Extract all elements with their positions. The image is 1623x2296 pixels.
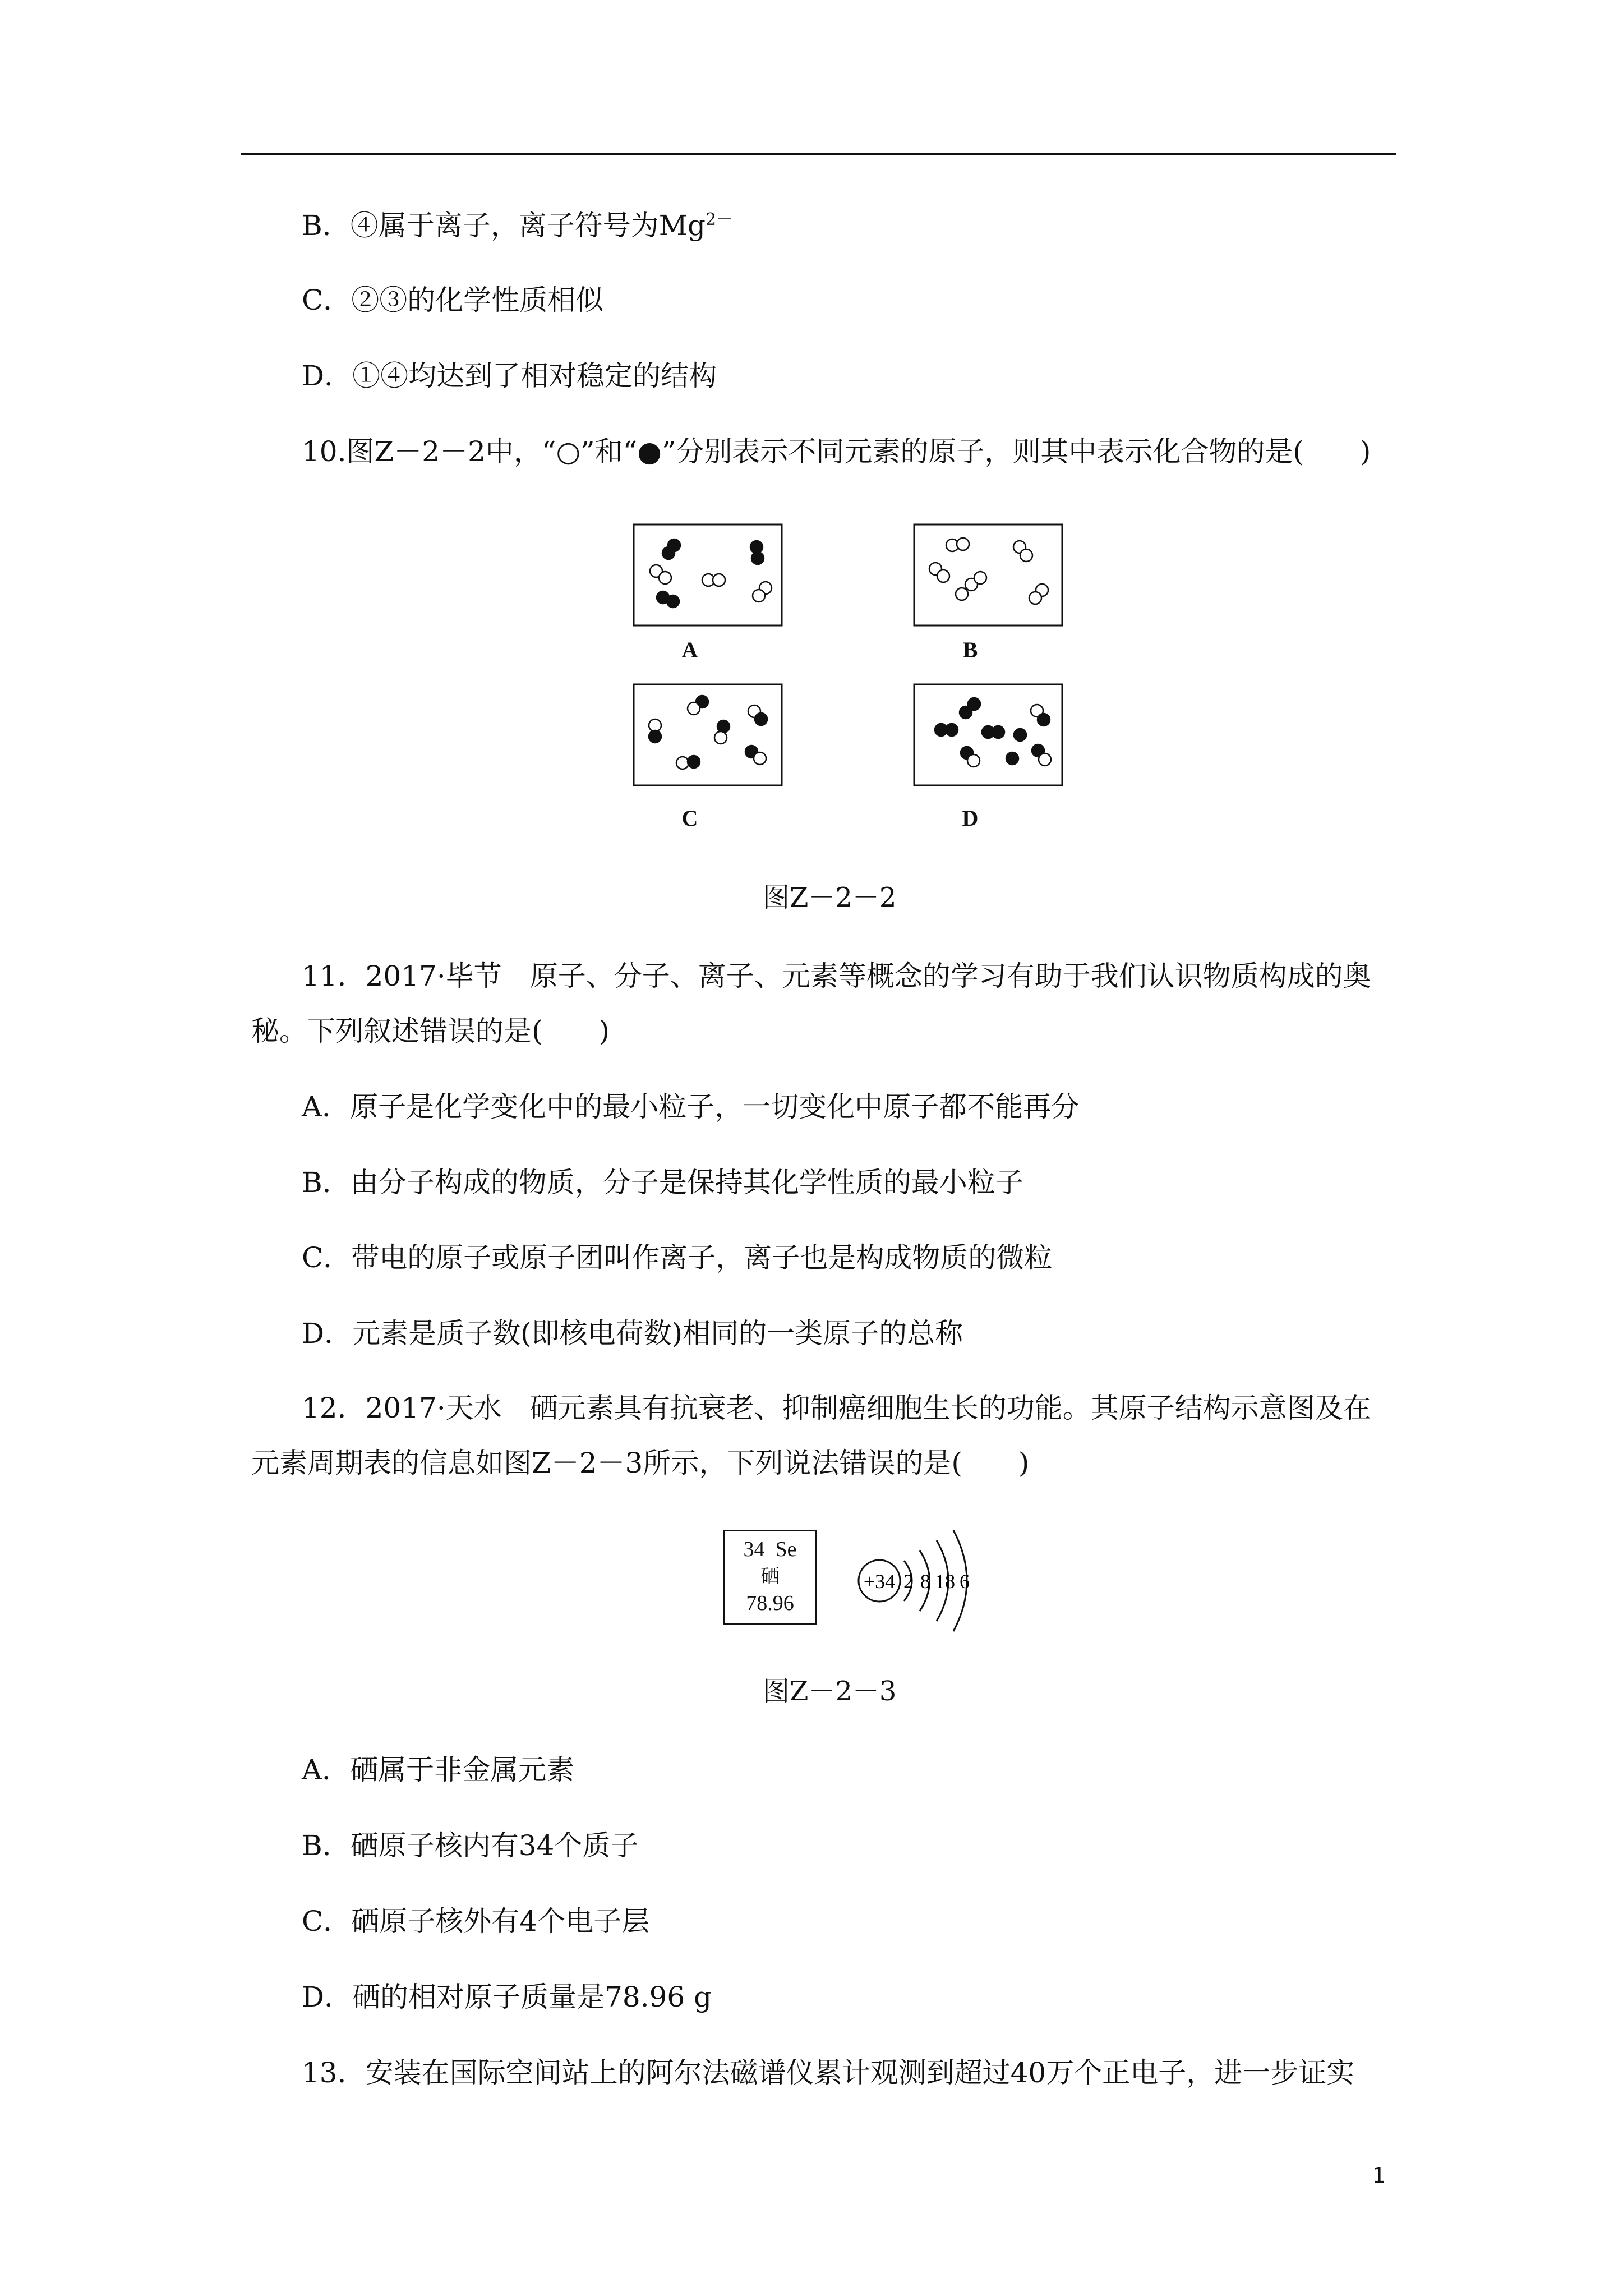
q11-option-c: C．带电的原子或原子团叫作离子，离子也是构成物质的微粒 [302, 1241, 1053, 1274]
shell-1-count: 2 [903, 1570, 914, 1593]
shell-3-count: 18 [935, 1570, 955, 1593]
q11-stem-line1: 11．2017·毕节 原子、分子、离子、元素等概念的学习有助于我们认识物质构成的奥 [302, 960, 1371, 992]
q9-option-d: D．①④均达到了相对稳定的结构 [302, 360, 717, 392]
q11-stem-line2: 秘。下列叙述错误的是( ) [251, 1015, 610, 1047]
q9-option-b: B．④属于离子，离子符号为$Mg^{2-}$ [302, 209, 734, 242]
q12-option-c: C．硒原子核外有4个电子层 [302, 1905, 650, 1938]
element-name: 硒 [760, 1565, 780, 1588]
shell-2-count: 8 [920, 1570, 930, 1593]
selenium-element-card [723, 1530, 817, 1625]
box-d-label: D [962, 806, 979, 831]
q12-stem-line2: 元素周期表的信息如图Z－2－3所示，下列说法错误的是( ) [251, 1447, 1030, 1479]
q11-option-a: A．原子是化学变化中的最小粒子，一切变化中原子都不能再分 [302, 1091, 1080, 1123]
page-number: 1 [1372, 2163, 1386, 2188]
element-mass: 78.96 [746, 1591, 794, 1615]
q9-option-c: C．②③的化学性质相似 [302, 284, 604, 316]
q12-stem-line1: 12．2017·天水 硒元素具有抗衰老、抑制癌细胞生长的功能。其原子结构示意图及在 [302, 1392, 1371, 1424]
q11-option-d: D．元素是质子数(即核电荷数)相同的一类原子的总称 [302, 1317, 963, 1350]
q12-option-a: A．硒属于非金属元素 [302, 1754, 575, 1786]
box-b-label: B [962, 637, 978, 662]
box-a-label: A [681, 637, 698, 662]
molecule-figure [617, 516, 1077, 830]
figure-caption-z-2-3: 图Z－2－3 [763, 1676, 897, 1707]
q11-option-b: B．由分子构成的物质，分子是保持其化学性质的最小粒子 [302, 1166, 1023, 1199]
q10-stem: 10.图Z－2－2中，“○”和“●”分别表示不同元素的原子，则其中表示化合物的是( ) [302, 435, 1371, 468]
q13-stem-line1: 13．安装在国际空间站上的阿尔法磁谱仪累计观测到超过40万个正电子，进一步证实 [302, 2056, 1355, 2089]
q12-option-b: B．硒原子核内有34个质子 [302, 1829, 639, 1862]
nucleus-charge: +34 [863, 1570, 896, 1593]
figure-caption-z-2-2: 图Z－2－2 [763, 882, 897, 913]
box-c-label: C [681, 806, 698, 831]
q12-option-d: D．硒的相对原子质量是78.96 g [302, 1981, 712, 2013]
selenium-atom-structure [852, 1521, 987, 1639]
shell-4-count: 6 [960, 1570, 970, 1593]
element-number-symbol: 34 Se [743, 1538, 797, 1561]
header-rule [241, 153, 1396, 155]
